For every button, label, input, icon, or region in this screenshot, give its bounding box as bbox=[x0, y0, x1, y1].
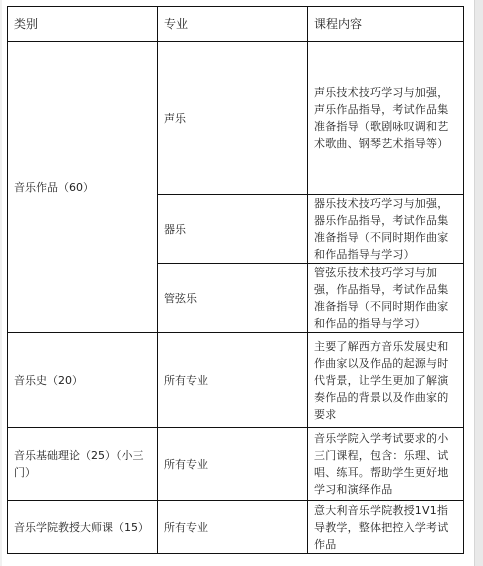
major-cell: 所有专业 bbox=[158, 333, 308, 428]
major-cell: 器乐 bbox=[158, 195, 308, 264]
scrollbar-track[interactable] bbox=[474, 0, 483, 566]
category-cell: 音乐学院教授大师课（15） bbox=[8, 501, 158, 554]
curriculum-table bbox=[7, 6, 464, 554]
header-row bbox=[8, 7, 464, 42]
table-row bbox=[8, 333, 464, 428]
content-cell: 意大利音乐学院教授1V1指导教学，整体把控入学考试作品 bbox=[308, 501, 464, 554]
category-cell: 音乐史（20） bbox=[8, 333, 158, 428]
header-major: 专业 bbox=[158, 7, 308, 42]
major-cell: 所有专业 bbox=[158, 501, 308, 554]
table-row bbox=[8, 501, 464, 554]
category-cell: 音乐基础理论（25）（小三门） bbox=[8, 428, 158, 501]
header-category: 类别 bbox=[8, 7, 158, 42]
header-content: 课程内容 bbox=[308, 7, 464, 42]
content-cell: 主要了解西方音乐发展史和作曲家以及作品的起源与时代背景，让学生更加了解演奏作品的背景以及作曲家的要求 bbox=[308, 333, 464, 428]
major-cell: 声乐 bbox=[158, 42, 308, 195]
major-cell: 所有专业 bbox=[158, 428, 308, 501]
content-cell: 器乐技术技巧学习与加强，器乐作品指导，考试作品集准备指导（不同时期作曲家和作品指导与学习） bbox=[308, 195, 464, 264]
content-cell: 管弦乐技术技巧学习与加强，作品指导，考试作品集准备指导（不同时期作曲家和作品的指导与学习） bbox=[308, 264, 464, 333]
content-cell: 音乐学院入学考试要求的小三门课程，包含：乐理、试唱、练耳。帮助学生更好地学习和演绎作品 bbox=[308, 428, 464, 501]
major-cell: 管弦乐 bbox=[158, 264, 308, 333]
table-row bbox=[8, 428, 464, 501]
content-cell: 声乐技术技巧学习与加强，声乐作品指导，考试作品集准备指导（歌剧咏叹调和艺术歌曲、钢琴艺术指导等） bbox=[308, 42, 464, 195]
table-row bbox=[8, 42, 464, 195]
left-edge bbox=[0, 0, 2, 566]
category-cell: 音乐作品（60） bbox=[8, 42, 158, 333]
